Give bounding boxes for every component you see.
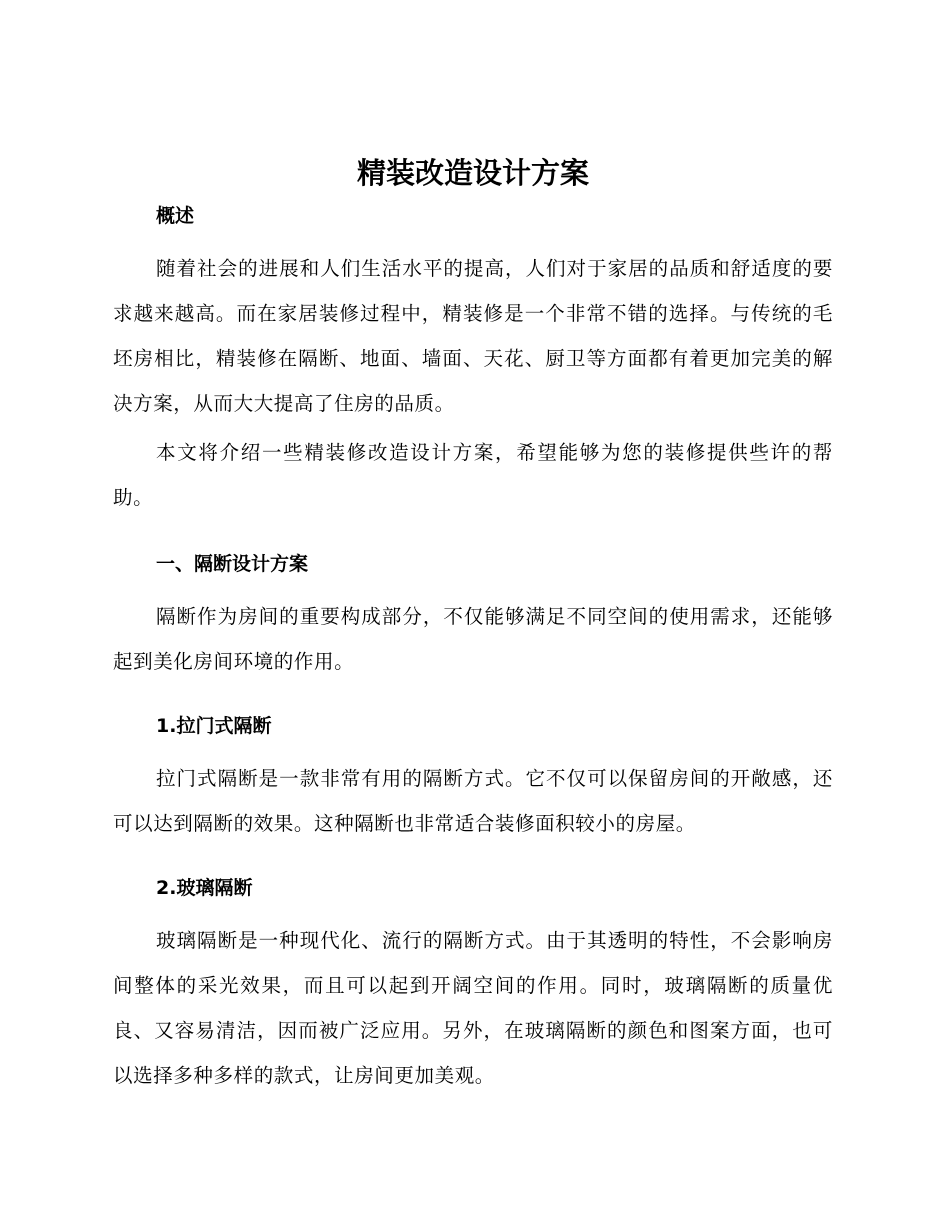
- section-1-heading: 一、隔断设计方案: [156, 553, 309, 575]
- subsection-1-heading: 1.拉门式隔断: [156, 715, 272, 737]
- subsection-1-text: 拉门式隔断是一款非常有用的隔断方式。它不仅可以保留房间的开敞感，还可以达到隔断的效果。这种隔断也非常适合装修面积较小的房屋。: [113, 767, 833, 835]
- section-1-intro: 隔断作为房间的重要构成部分，不仅能够满足不同空间的使用需求，还能够起到美化房间环境的作用。: [113, 605, 833, 673]
- overview-paragraph-2: 本文将介绍一些精装修改造设计方案，希望能够为您的装修提供些许的帮助。: [113, 441, 833, 509]
- subsection-2-text: 玻璃隔断是一种现代化、流行的隔断方式。由于其透明的特性，不会影响房间整体的采光效果，而且可以起到开阔空间的作用。同时，玻璃隔断的质量优良、又容易清洁，因而被广泛应用。另外，在玻璃隔断的颜色和图案方面，也可以选择多种多样的款式，让房间更加美观。: [113, 929, 833, 1087]
- document-title: 精装改造设计方案: [356, 156, 589, 190]
- document-body: [113, 150, 833, 1098]
- subsection-2-heading: 2.玻璃隔断: [156, 877, 253, 899]
- overview-paragraph-1: 随着社会的进展和人们生活水平的提高，人们对于家居的品质和舒适度的要求越来越高。而在家居装修过程中，精装修是一个非常不错的选择。与传统的毛坯房相比，精装修在隔断、地面、墙面、天花、厨卫等方面都有着更加完美的解决方案，从而大大提高了住房的品质。: [113, 257, 833, 415]
- overview-heading: 概述: [156, 205, 195, 227]
